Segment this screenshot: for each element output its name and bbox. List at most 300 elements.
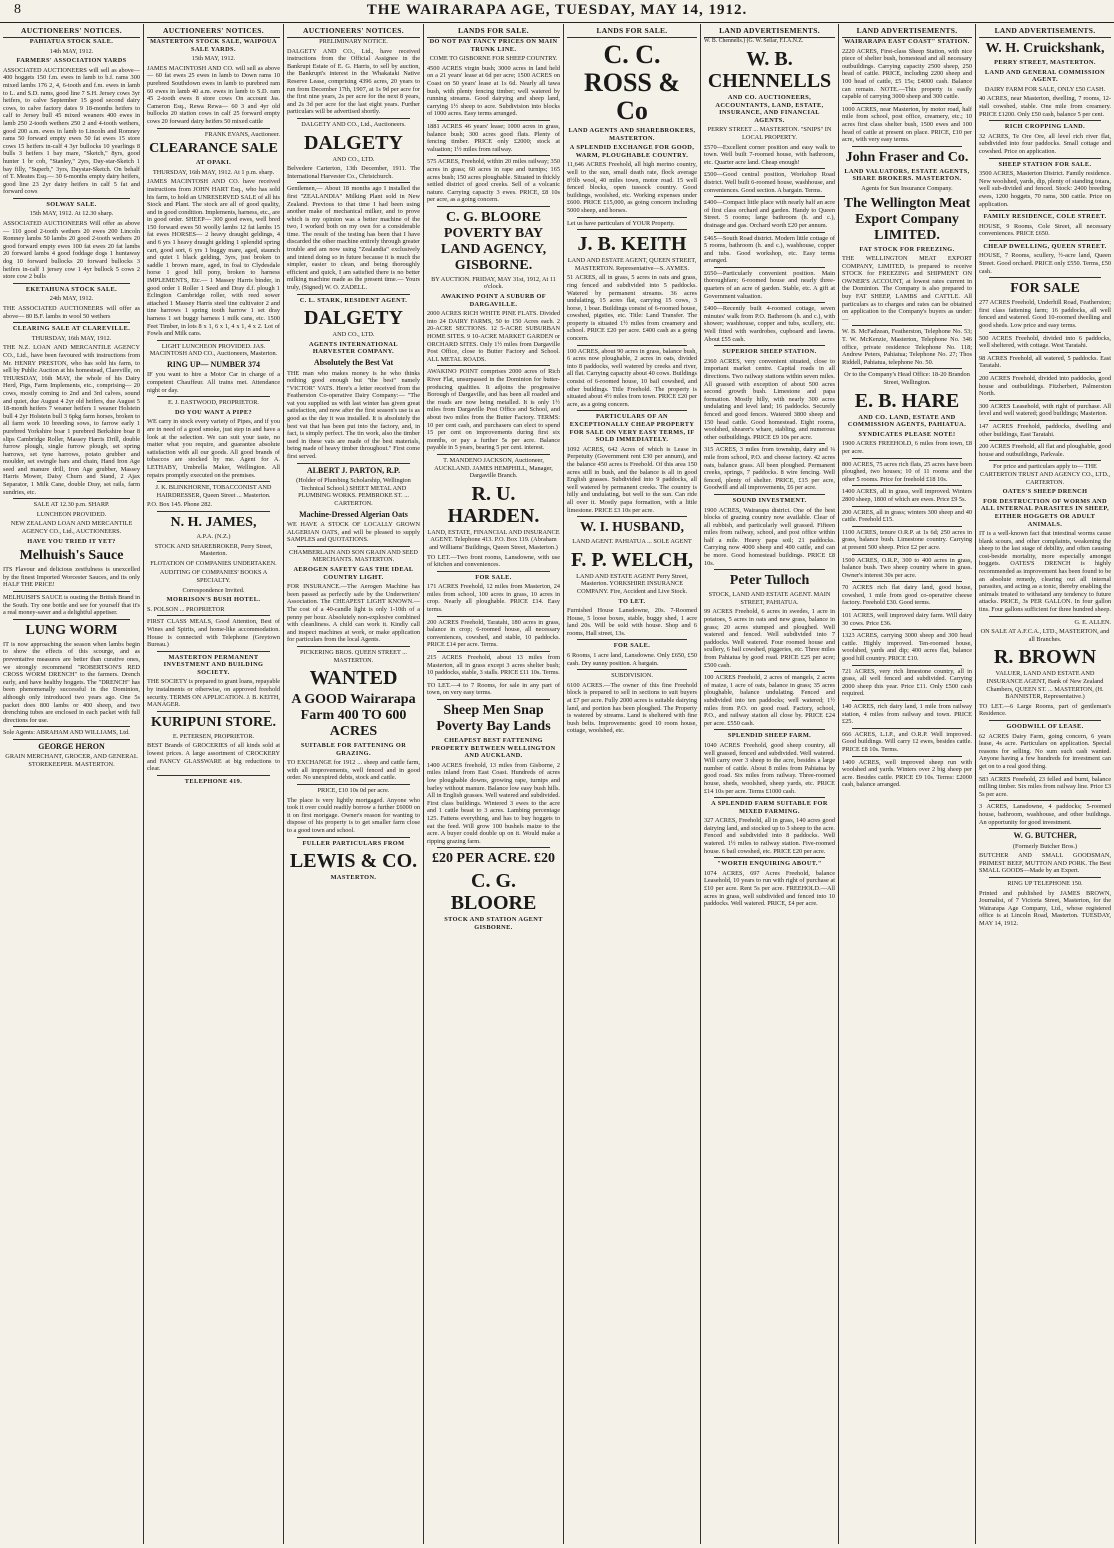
divider [714, 302, 825, 303]
column-header: AUCTIONEERS' NOTICES. [147, 24, 280, 38]
ad-text-8-26: G. E. ALLEN. [1074, 618, 1111, 626]
ad-text-3-10: AND CO., LTD. [332, 331, 375, 339]
ad-text-3-23: A GOOD Wairarapa Farm 400 TO 600 ACRES [291, 692, 416, 740]
divider [989, 720, 1101, 721]
ad-text-4-20: Sheep Men Snap Poverty Bay Lands [436, 703, 551, 734]
ad-text-2-22: Correspondence Invited. [182, 586, 245, 594]
divider [157, 340, 270, 341]
ad-text-2-25: FIRST CLASS MEALS, Good Attention, Best of Wines and Spirits, and home-like accommodation. House is connected with Telephone (Greytown Bureau.) [147, 618, 280, 649]
ad-text-4-2: COME TO GISBORNE FOR SHEEP COUNTRY. [429, 55, 558, 63]
divider [297, 837, 410, 838]
ad-text-7-11: Or to the Company's Head Office: 18-20 Brandon Street, Wellington. [844, 371, 970, 386]
divider [989, 616, 1101, 617]
ad-text-6-1: W. B. Chennells.) (G. W. Sellar, F.I.A.N.Z. [704, 38, 804, 44]
divider [714, 671, 825, 672]
ad-text-6-3: AND CO. AUCTIONEERS, ACCOUNTANTS, LAND, ESTATE, INSURANCE, AND FINANCIAL AGENTS. [715, 94, 824, 124]
divider [989, 120, 1101, 121]
ad-text-4-12: R. U. HARDEN. [447, 482, 540, 527]
ad-text-6-23: 327 ACRES, Freehold, all in grass, 140 acres good dairying land, and stocked up to 3 sheep to the acre. Fenced and subdivided into 8 paddocks. Well watered. 1½ miles to railway station. Five-roomed house. 6 bail cowshed, etc. PRICE £20 per acre. [704, 817, 835, 855]
divider [989, 332, 1101, 333]
ad-text-6-20: SPLENDID SHEEP FARM. [727, 732, 812, 740]
column-2 [143, 24, 283, 1544]
ad-text-8-27: ON SALE AT A.F.C.A., LTD., MASTERTON, and all Branches. [980, 628, 1110, 643]
divider [577, 410, 687, 411]
ad-text-8-10: FAMILY RESIDENCE, COLE STREET. [983, 213, 1107, 221]
divider [989, 800, 1101, 801]
ad-text-5-14: F. P. WELCH, [570, 548, 694, 571]
ad-text-2-17: N. H. JAMES, [170, 514, 257, 530]
divider [13, 739, 130, 740]
ad-text-8-28: R. BROWN [993, 646, 1097, 669]
divider [989, 400, 1101, 401]
ad-text-7-3: 1000 ACRES, near Masterton, by motor road, half mile from school, post office, creamery, etc.; 10 acres first class shelter bush, 1500 ewes and 100 head of cattle at present on place. PRICE, £10 per acre, with very easy terms. [842, 105, 972, 144]
ad-text-1-25: GRAIN MERCHANT, GROCER, AND GENERAL STOREKEEPER. MASTERTON. [5, 753, 138, 768]
divider [297, 294, 410, 295]
divider [437, 616, 550, 617]
column-7 [838, 24, 975, 1544]
ad-text-8-22: For price and particulars apply to— THE CARTERTON TRUST AND AGENCY CO., LTD., CARTERTON. [979, 463, 1111, 486]
ad-text-6-24: "WORTH ENQUIRING ABOUT." [717, 860, 822, 868]
ad-text-3-14: ALBERT J. PARTON, R.P. [306, 465, 401, 475]
ad-text-4-5: 575 ACRES, Freehold, within 20 miles railway; 350 acres in grass; 60 acres in rape and turnips; 165 acres bush; 150 acres ploughable. Situated in thickly settled district of good creeks. Sell of a volcanic nature. Carrying capacity 3 ewes. PRICE, £8 10s per acre, as a going concern. [427, 158, 560, 204]
divider [13, 591, 130, 592]
divider [852, 146, 962, 147]
ad-text-2-21: AUDITING OF COMPANIES' BOOKS A SPECIALTY. [159, 569, 268, 584]
ad-text-6-19: 100 ACRES Freehold, 2 acres of mangels, 2 acres of maize, 1 acre of oats, balance in grass; 35 acres ploughable, balance undulating. Fenced and subdivided into ten paddocks; well watered; 1½ miles from P.O. on good road. Factory, school, P.O., and railway station all close by. PRICE £24 per acre. £550 cash. [704, 674, 835, 727]
divider [577, 516, 687, 517]
ad-text-2-3: JAMES MACINTOSH AND CO. will sell as above— 60 fat ewes 25 ewes in lamb to Down rams 10 purebred Southdown ewes in lamb to purebred ram 60 ewes in lamb 40 a.m. ewes in lamb to S.D. ram 45 2-tooth ewes 8 store cows On account Jas. Cameron Esq., Rewa Rewa— 60 3 and 4yr old bullocks 20 station cows in calf 25 forward empty cows 20 forward dairy heifers 50 mixed cattle [147, 64, 280, 125]
divider [852, 368, 962, 369]
ad-text-5-16: TO LET. [618, 597, 646, 605]
ad-text-4-9: 2000 ACRES RICH WHITE PINE FLATS. Divided into 24 DAIRY FARMS, 50 to 150 Acres each. 2 20-ACRE SECTIONS. 12 5-ACRE SUBURBAN HOME SITES. 9 10-ACRE MARKET GARDEN or ORCHARD SITES. Only 1½ miles from Dargaville Post Office, close to Butter Factory and School. ALL METAL ROADS. [427, 310, 560, 363]
ad-text-8-6: RICH CROPPING LAND. [1004, 123, 1086, 131]
ad-text-7-1: WAIRARAPA EAST COAST" STATION. [844, 38, 970, 45]
ad-text-7-9: THE WELLINGTON MEAT EXPORT COMPANY, LIMITED, is prepared to receive STOCK for FREEZING and SHIPMENT ON OWNER'S ACCOUNT, at lowest rates current in the Dominion. The Company is also prepared to buy FAT SHEEP, LAMBS and CATTLE. All particulars as to charges and rates can be obtained on application to the Company's buyers as under:— [842, 255, 972, 323]
divider [157, 615, 270, 616]
ad-text-7-8: FAT STOCK FOR FREEZING. [859, 245, 955, 253]
ad-text-7-10: W. B. McFadzean, Featherston, Telephone No. 53; T. W. McKenzie, Masterton, Telephone No. 346 office, private residence Telephone No. 118; Andrew Peters, Pahiatua; Telephone No. 27; Thos Riddell, Pahiatua, telephone No. 50. [842, 328, 972, 366]
ad-text-7-24: 721 ACRES, very rich limestone country, all in grass, all well fenced and subdivided. Carrying 2000 sheep this year. Price £11. Only £500 cash required. [842, 667, 972, 698]
ad-text-8-13: HOUSE, 7 Rooms, scullery, ½-acre land, Queen Street. Good orchard. PRICE only £550. Terms, £50 cash. [979, 252, 1111, 275]
ad-text-2-9: LIGHT LUNCHEON PROVIDED. JAS. MACINTOSH AND CO., Auctioneers, Masterton. [149, 342, 278, 358]
page-number: 8 [14, 2, 21, 17]
ad-text-8-18: 200 ACRES Freehold, divided into paddocks, good house and outbuildings. Fitzherbert, Palmerston North. [979, 375, 1111, 398]
divider [989, 440, 1101, 441]
ad-text-4-21: CHEAPEST BEST FATTENING PROPERTY BETWEEN WELLINGTON AND AUCKLAND. [431, 737, 556, 760]
ad-text-1-22: IT is now approaching the season when lambs begin to show the effects of this scourge, and as preventative measures are better than curative ones, we strongly recommend "ROBERTSON'S RED CROSS WORM DRENCH" to the farmers. Drench early, and have healthy hoggets. The "DRENCH" has been phenomenally successful in the Dominion, although only introduced two years ago. One 5s packet does 800 lambs or 400 sheep, and two drenching tubes are enclosed in each packet with full directions for use. [3, 640, 140, 724]
ad-text-3-29: LEWIS & CO. [289, 850, 418, 873]
divider [437, 571, 550, 572]
newspaper-title: THE WAIRARAPA AGE, TUESDAY, MAY 14, 1912. [366, 2, 748, 18]
ad-text-8-9: 3500 ACRES, Masterton District. Family residence. New woolshed, yards, dip, plenty of standing totara, well sub-divided and fenced. Stock: 2400 breeding ewes, 1200 hoggets, 70 rams, 300 cattle. Price on application. [979, 170, 1111, 208]
ad-text-6-18: 99 ACRES Freehold, 6 acres in swedes, 1 acre in potatoes, 5 acres in oats and new grass, balance in grass; 20 acres stumped and ploughed. Well watered and fenced. Well subdivided into 7 paddocks. Well watered. Four roomed house and scullery, 6 bail cowshed, piggeries, etc. Three miles from Pahiatua by good road. PRICE £25 per acre; £500 cash. [704, 608, 835, 669]
ad-text-4-11: T. MANDENO JACKSON, Auctioneer, AUCKLAND. JAMES HEMPHILL, Manager, Dargaville Branch. [434, 456, 553, 480]
ad-text-3-27: The place is very lightly mortgaged. Anyone who took it over could readily borrow a further £6000 on it on first mortgage. Owner's reason for wanting to dispose of his property is to get smaller farm close to a good town and school. [287, 796, 420, 835]
divider [297, 118, 410, 119]
ad-text-3-13: THE man who makes money is he who thinks nothing good enough but "the best" namely "VICTOR" VATS. Here's a letter received from the Featherston Co-operative Dairy Company:— "The vat you supplied us with last winter has given great satisfaction, and now after the first season's use is as good as the day it was installed. It is absolutely the best vat that has been put into the factory, and, in fact, is simply perfect. The tin work, also the timber used in these vats are made of the best materials, being made of heavy timber throughout." First come first served. [287, 369, 420, 461]
divider [157, 775, 270, 776]
divider [157, 481, 270, 482]
divider [157, 128, 270, 129]
ad-text-2-8: JAMES MACINTOSH AND CO. have received instructions from JOHN HART Esq., who has sold his farm, to hold an UNRESERVED SALE of all his Stock and Plant. The stock are all of good quality, and in good condition. Implements, harness, etc., are in good order. SHEEP— 300 good ewes, well bred 150 forward ewes 50 woolly lambs 12 fat lambs 15 fat ewes HORSES— 2 heavy draught geldings, 4 and 6 yrs 1 heavy draught gelding 1 splendid spring cart, good sort, 6 yrs 1 buggy mare, aged, staunch and quiet 1 black gelding, 3yrs, just broken to saddle 1 brown mare, aged, in foal to Clydesdale horse 1 good hill pony, broken to harness IMPLEMENTS, Etc.— 1 Massey Harris binder, in good order 1 Roller 1 Seed and Dray d.f. plough 1 Eclington Cambridge roller, with reed sower attached 1 Massey Harris steel tine cultivator 2 and tine harrows 1 spring tooth harrow 1 set dray harness 1 set buggy harness 1 milk cans, etc. 1500 Feet Timber, in lots 8 x 1, 6 x 1, 4 x 1, 4 x 2. Lot of Fowls and Milk cans. [147, 178, 280, 338]
divider [852, 485, 962, 486]
ad-text-7-19: 1100 ACRES, tenure O.R.P. at 1s 6d; 250 acres in grass, balance bush. Limestone country. Carrying at present 500 sheep. Price £2 per acre. [842, 528, 972, 551]
ad-text-6-25: 1074 ACRES, 697 Acres Freehold, balance Leasehold, 10 years to run with right of purchase at £10 per acre. Rent 5s per acre. FREEHOLD.—All acres in grass, well subdivided and fenced into 10 paddocks. Well watered. PRICE, £4 per acre. [704, 869, 835, 908]
ad-text-1-18: Melhuish's Sauce [19, 548, 124, 564]
ad-text-4-25: STOCK AND STATION AGENT GISBORNE. [444, 916, 543, 931]
ad-text-8-4: DAIRY FARM FOR SALE, ONLY £50 CASH. [984, 85, 1106, 93]
divider [437, 365, 550, 366]
ad-text-8-3: LAND AND GENERAL COMMISSION AGENT. [984, 68, 1106, 84]
column-header: AUCTIONEERS' NOTICES. [3, 24, 140, 38]
divider [297, 463, 410, 464]
ad-text-6-4: PERRY STREET ... MASTERTON. "SNIPS" IN LOCAL PROPERTY. [707, 126, 832, 141]
ad-text-3-6: Belvedere Carterton, 13th December, 1911. The International Harvester Co., Christchurch. [287, 165, 420, 180]
ad-text-7-4: John Fraser and Co. [845, 149, 969, 165]
ad-text-7-7: The Wellington Meat Export Company LIMITED. [843, 195, 971, 243]
divider [437, 454, 550, 455]
ad-text-7-23: 1323 ACRES, carrying 3000 sheep and 300 head cattle. Highly improved. Ten-roomed house, woolshed, yards and dip; 400 acres flat, balance good hill country. PRICE £10. [842, 632, 972, 663]
ad-text-7-2: 2220 ACRES, First-class Sheep Station, with nice piece of shelter bush, homestead and all necessary outbuildings. Carrying capacity 2500 sheep, 250 head of cattle. PRICE, including 2200 sheep and 100 head of cattle, £5 15s; £4000 cash. Balance can remain. NOTE.—This property is easily capable of carrying 3000 sheep and 300 cattle. [842, 47, 972, 101]
ad-text-8-12: CHEAP DWELLING, QUEEN STREET. [983, 242, 1107, 250]
column-6 [700, 24, 838, 1544]
ad-text-3-25: TO EXCHANGE for 1912 ... sheep and cattle farm, with all improvements, well fenced and in good order. No unexpired debts, stock and cattle. [287, 759, 420, 782]
ad-text-6-22: A SPLENDID FARM SUITABLE FOR MIXED FARMING. [711, 800, 828, 815]
divider [989, 773, 1101, 774]
divider [13, 283, 130, 284]
ad-text-8-23: OATES'S SHEEP DRENCH [1002, 488, 1088, 496]
ad-text-4-22: 1400 ACRES freehold, 13 miles from Gisborne, 2 miles inland from East Coast. Hundreds of acres low ploughable downs, growing rape, turnips and barley without manure. Balance low easy bush hills. All in English grasses. Well watered and subdivided. First class buildings. Wintered 3 ewes to the acre and 1 cattle beast to 3 acres. Lambing percentage 125. Fattens everything, and has to buy hoggets to eat the feed. Will grow 100 bushels maize to the acre. A buyer could double up on it. Would make a ripping grazing farm. [427, 761, 560, 845]
divider [714, 196, 825, 197]
ad-text-7-15: 1900 ACRES FREEHOLD, 6 miles from town, £8 per acre. [842, 440, 972, 455]
ad-text-2-27: THE SOCIETY is prepared to grant loans, repayable by instalments or otherwise, on approved freehold security. TERMS ON APPLICATION. J. B. KEITH, MANAGER. [147, 678, 281, 709]
ad-text-4-16: 171 ACRES Freehold, 12 miles from Masterton, 24 miles from school, 100 acres in grass, 10 acres in crop. Nearly all ploughable. PRICE £14. Easy terms. [427, 583, 560, 614]
ad-text-2-19: STOCK AND SHAREBROKER, Perry Street, Masterton. [154, 542, 273, 558]
divider [852, 103, 962, 104]
divider [852, 756, 962, 757]
ad-text-7-6: Agents for Sun Insurance Company. [861, 184, 953, 192]
divider [989, 210, 1101, 211]
ad-text-3-8: C. L. STARK, RESIDENT AGENT. [299, 296, 408, 304]
divider [852, 325, 962, 326]
ad-text-6-11: SUPERIOR SHEEP STATION. [722, 348, 817, 356]
ad-text-6-7: £400—Compact little place with nearly half an acre of first class orchard and garden. Handy to Queen Street. 5 rooms; large bathroom (h. and c.), drainage and gas. Orchard worth £20 per annum. [704, 199, 835, 229]
ad-text-4-10: AWAKINO POINT comprises 2000 acres of Rich River Flat, unsurpassed in the Dominion for butter-producing qualities. It adjoins the progressive Borough of Dargaville, and has been all roaded and the roads are now being metalled. It is only 1½ miles from Dargaville Post Office and School, and about two miles from the Butter Factory. TERMS: 10 per cent cash, and purchasers can elect to spend 15 per cent on improvements during first six months, or pay a further 5s per acre. Balance payable in 5 years, bearing 5 per cent. interest. [427, 368, 560, 452]
ad-text-6-10: £400—Recently built 4-roomed cottage, seven minutes' walk from P.O. Bathroom (h. and c.), with shower; washhouse, copper and tubs, scullery, etc. Well fitted with wardrobes, cupboard and lawns. About £55 cash. [704, 305, 835, 343]
divider [852, 581, 962, 582]
ad-text-2-31: TELEPHONE 419. [184, 777, 243, 785]
ad-text-1-8: EKETAHUNA STOCK SALE. [25, 285, 118, 293]
ad-text-6-12: 2360 ACRES, very convenient situated, close to important market centre. Capital roads in all directions. Two railway stations within seven miles. All grassed with exception of about 500 acres second growth bush. Limestone and papa formation. Mostly hilly, with nearly 300 acres undulating and level land; 16 paddocks. Securely fenced and good fences. Watered 3800 sheep and 150 head cattle. Good homestead. Eight rooms, woolshed, shearer's whare, stabling, and numerous other outbuildings. PRICE £9 10s per acre. [704, 357, 835, 441]
ad-text-7-13: AND CO. LAND, ESTATE AND COMMISSION AGENTS, PAHIATUA. [847, 413, 967, 429]
divider [577, 229, 687, 230]
ad-text-1-7: ASSOCIATED AUCTIONEERS Will offer as above— 110 good 2-tooth wethers 20 ewes 200 Lincoln Romney lambs 50 lambs 20 good 2-tooth wethers 20 good forward empty ewes 100 fat ewes 20 fat lambs 20 forward lambs 4 good foddage dogs 1 huntaway dog 10 forward bullocks 20 forward bullocks 3 heifers in-calf 1 jersey cow 1 4yr bullock 5 cows 2 store cow 2 bulls [3, 220, 140, 281]
divider [157, 711, 270, 712]
ad-text-2-23: MORRISON'S BUSH HOTEL. [166, 596, 261, 604]
ad-text-7-16: 800 ACRES, 75 acres rich flats, 25 acres have been ploughed, two houses; 10 of 11 rooms and the other 5 rooms. Price for freehold £18 10s. [842, 460, 972, 483]
ad-text-8-15: 277 ACRES Freehold, Underhill Road, Featherston; first class fattening farm; 16 paddocks, all well fenced and watered. Good 10-roomed dwelling and good sheds. Low price and easy terms. [979, 299, 1111, 330]
ad-text-5-18: FOR SALE. [613, 642, 651, 650]
ad-text-7-12: E. B. HARE [854, 389, 960, 412]
ad-text-7-20: 1500 ACRES, O.R.P., 300 to 400 acres in grass, balance bush. Two sheep country where in grass. Owner's interest 30s per acre. [842, 556, 972, 579]
ad-text-5-3: A SPLENDID EXCHANGE FOR GOOD, WARM, PLOUGHABLE COUNTRY. [569, 144, 695, 159]
ad-text-2-18: A.P.A. (N.Z.) [196, 532, 231, 540]
divider [297, 784, 410, 785]
ad-text-4-24: C. G. BLOORE [450, 870, 537, 915]
ad-text-8-24: FOR DESTRUCTION OF WORMS AND ALL INTERNAL PARASITES IN SHEEP, EITHER HOGGETS OR ADULT ANIMALS. [980, 497, 1110, 528]
ad-text-6-15: 1900 ACRES, Wairarapa district. One of the best blocks of grazing country now available. Clear of all rubbish, and particularly well grassed. Fifteen miles from railway, school, and post office within half a mile. Heavy papa soil; 21 paddocks. Carrying now 4000 sheep and 400 cattle, and can be more. Good homestead buildings. PRICE £8 10s. [704, 506, 835, 567]
ad-text-4-18: 215 ACRES Freehold, about 13 miles from Masterton, all in grass except 3 acres shelter bush; 10 paddocks, stable, 3 stalls. PRICE £11 10s. Terms. [427, 654, 560, 677]
ad-text-5-7: LAND AND ESTATE AGENT, QUEEN STREET, MASTERTON. Representative—S. AYMES. [567, 257, 697, 272]
column-4 [423, 24, 563, 1544]
column-5 [563, 24, 700, 1544]
ad-text-8-25: IT is a well-known fact that intestinal worms cause blank scours, and other complaints, weakening the sheep to the last stage of debility, and often causing cost-beside mortality, more especially amongst hoggets. OATES'S DRENCH is highly recommended as improvement has been found to be an absolute remedy, clearing out all internal parasites, and acting as a tonic, thereby enabling the animals treated to withstand any tendency to future attacks. PRICE, 3s PER GALLON. In four gallon tins. Four gallons sufficient for three hundred sheep. [979, 530, 1111, 614]
ad-text-3-19: AEROGEN SAFETY GAS THE IDEAL COUNTRY LIGHT. [293, 565, 414, 581]
ad-text-6-8: £465—South Road district. Modern little cottage of 5 rooms, bathroom (h. and c.), washhouse, copper and tubs. Good workshop, etc. Easy terms arranged. [704, 234, 835, 265]
ad-text-2-10: RING UP— NUMBER 374 [166, 359, 261, 369]
ad-text-2-4: FRANK EVANS, Auctioneer. [204, 130, 280, 138]
ad-text-6-21: 1040 ACRES Freehold, good sheep country, all well grassed, fenced and subdivided. Well watered. Will carry over 3 sheep to the acre, besides a large number of cattle. About 8 miles from Pahiatua by good road. Six miles from railway. Three-roomed house, sheds, woolshed, sheep yards, etc. PRICE £14 10s per acre. Terms £1000 cash. [704, 741, 835, 795]
ad-text-8-30: TO LET.—6 Large Rooms, part of gentleman's Residence. [979, 702, 1111, 718]
divider [714, 729, 825, 730]
divider [714, 443, 825, 444]
ad-text-3-28: FULLER PARTICULARS FROM [302, 839, 405, 847]
ad-text-8-32: 62 ACRES Dairy Farm, going concern, 6 years lease, 4s acre. Particulars on application. Special reasons for selling. No sum such cash wanted. Anyone having a few hundreds for investment can get on to a real good thing. [979, 732, 1111, 770]
divider [852, 526, 962, 527]
column-8 [975, 24, 1114, 1544]
ad-text-1-14: SALE AT 12.30 p.m. SHARP. [33, 501, 110, 509]
divider [852, 458, 962, 459]
ad-text-1-11: CLEARING SALE AT CLAREVILLE. [12, 325, 131, 333]
ad-text-7-18: 200 ACRES, all in grass; winters 300 sheep and 40 cattle. Freehold £15. [842, 508, 972, 524]
ad-text-1-2: 14th MAY, 1912. [49, 47, 94, 55]
ad-text-3-7: Gentlemen,— About 18 months ago I installed the first "ZEALANDIA" Milking Plant sold in New Zealand. Previous to that time I had been using another make of mechanical milker, and to prove which is my opinion was a better machine of the two, I worked both on my own for a considerable time. The result of the testing has been that I have discarded the other machine entirely through greater trouble and am now using "Zealandia" exclusively and intend doing so in future because it is much the simpler, easier to clean, and being thoroughly efficient and quick, I am satisfied there is no better milking machine made as the present time.— Yours truly, (Signed) W. O. ZADELL. [287, 185, 420, 292]
ad-text-5-8: 51 ACRES, all in grass, 5 acres in oats and grass, ring fenced and subdivided into 5 paddocks. Watered by permanent streams. 36 acres undulating, 15 acres flat, carrying 15 cows, 3 horse, 1 boar. Buildings consist of 6-roomed house, cowshed, pigsties, etc. Title: Land Transfer. The property is situated 1½ miles from creamery and school. PRICE £20 per acre. £400 cash as a going concern. [567, 274, 697, 343]
column-header: LAND ADVERTISEMENTS. [979, 24, 1111, 38]
ad-text-1-1: PAHIATUA STOCK SALE. [29, 38, 114, 45]
divider [852, 629, 962, 630]
ad-text-1-4: ASSOCIATED AUCTIONEERS will sell as above— 400 hoggets 150 f.m. ewes in lamb to b.f. rams 300 mixed lambs 176 2, 4, 6-tooth and f.m. ewes in lamb to L. and S.D. rams, good line 7 S.H. Jersey cows 3yr heifers, to calve September 15 good second dairy cows, to calve factory dates 9 18-months heifers to calf to Jersey bull 45 mixed weaners 400 ewes in lamb 250 2-tooth wethers 250 2 and 4-tooth wethers, good 200 a.m. ewes in lamb to Lincoln and Romney rams 50 forward empty ewes 50 fat ewes 15 store cows 15 heifers in-calf 4 3yr bullocks 10 yearlings 8 bulls 3 heifers 1 bay mare, "Sketch," 8yrs, good hunter 1 br cob, "Stanley," 2yrs, Day-star-Sketch 1 bay filly, "Superb," 3yrs, Daystar-Sketch. On behalf of T. Meates Esq.— 30 6-months empty dairy heifers, good line 23 2yr dairy heifers in calf 5 fat and forward cows [3, 66, 140, 196]
ad-text-3-2: DALGETY AND CO., Ltd., have received instructions from the Official Assignee in the Bankrupt Estate of E. G. Harris, to sell by auction, the Bankrupt's interest in the Whakataki Native Reserve Lease, comprising 4396 acres, 20 years to run from December 17th, 1907, at 1s 9d per acre for the first nine years, 2s per acre for the next 8 years, and 2s 3d per acre for the last eight years. Further particulars will be advertised shortly. [287, 47, 420, 116]
divider [989, 240, 1101, 241]
ad-text-4-15: FOR SALE. [475, 573, 512, 581]
ad-text-2-28: KURIPUNI STORE. [151, 714, 276, 730]
column-header: LAND ADVERTISEMENTS. [842, 24, 972, 38]
ad-text-7-21: 70 ACRES rich flat dairy land, good house, cowshed, 1 mile from good co-operative cheese factory. Freehold £30. Good terms. [842, 584, 972, 607]
ad-text-3-24: SUITABLE FOR FATTENING OR GRAZING. [300, 742, 407, 757]
ad-text-4-13: LAND, ESTATE, FINANCIAL AND INSURANCE AGENT. Telephone 413. P.O. Box 119. (Abraham and Williams' Buildings, Queen Street, Masterton.) [427, 528, 560, 551]
ad-text-3-15: (Holder of Plumbing Scholarship, Wellington Technical School.) SHEET METAL AND PLUMBING WORKS. PEMBROKE ST. ... CARTERTON. [296, 477, 411, 507]
ad-text-4-23: £20 PER ACRE. £20 [432, 851, 555, 867]
divider [437, 155, 550, 156]
ad-text-8-34: 3 ACRES, Lansdowne, 4 paddocks; 5-roomed house, bathroom, washhouse, and other buildings. An opportunity for good investment. [979, 803, 1111, 826]
ad-text-8-31: GOODWILL OF LEASE. [1006, 722, 1084, 730]
divider [989, 372, 1101, 373]
ad-text-4-3: 4500 ACRES virgin bush; 3000 acres in land held on a 21 years' lease at 6d per acre; 1500 ACRES on Coast on 50 years' lease at 1s 6d. Nearly all tawa bush, with plenty fencing timber; well watered by running streams. Good dairying and sheep land, carrying 1½ sheep to acre. Subdivision into blocks of 1000 acres. Easy terms arranged. [427, 64, 560, 118]
divider [437, 699, 550, 700]
ad-text-5-19: 6 Rooms, 1 acre land, Lansdowne. Only £650, £50 cash. Dry sunny position. A bargain. [567, 652, 697, 667]
ad-text-8-39: Printed and published by JAMES BROWN, Journalist, of 7 Victoria Street, Masterton, for the Wairarapa Age Company, Ltd., whose registered office is at Lincoln Road, Masterton. TUESDAY, MAY 14, 1912. [979, 889, 1111, 927]
divider [852, 609, 962, 610]
ad-text-5-9: 100 ACRES, about 90 acres in grass, balance bush, 6 acres now ploughable, 2 acres in oats, divided into 8 paddocks, well watered by creeks and river, all flat. Carrying capacity about 40 cows. Buildings consist of 6-roomed house, 10 bail cowshed, and other buildings. Title Freehold. The property is situated about 4½ miles from town. PRICE £20 per acre, as a going concern. [567, 347, 697, 408]
ad-text-8-35: W. G. BUTCHER, [1013, 831, 1077, 841]
ad-text-1-24: GEORGE HERON [38, 741, 105, 751]
ad-text-4-1: DO NOT PAY FANCY PRICES ON MAIN TRUNK LINE. [429, 38, 558, 53]
ad-text-5-2: LAND AGENTS AND SHAREBROKERS, MASTERTON. [568, 127, 696, 142]
divider [714, 494, 825, 495]
divider [157, 396, 270, 397]
ad-text-1-20: MELHUISH'S SAUCE is ousting the British Brand in the South. Try one bottle and see for yourself that it's a real money-saver and a delightful appetiser. [3, 594, 140, 617]
ad-text-3-22: WANTED [309, 667, 398, 690]
ad-text-8-11: HOUSE, 9 Rooms, Cole Street, all necessary conveniences. PRICE £650. [979, 222, 1111, 238]
ad-text-2-14: WE carry in stock every variety of Pipes, and if you are in need of a good smoke, just step in and have a look at the selection. We can suit your taste, no matter what you require, and guarantee absolute satisfaction with all our goods. All good brands of tobaccos are stocked by me. Agent for A. LETHABY, Umbrella Maker, Wellington. All repairs promptly executed on the premises. [147, 418, 280, 479]
ad-text-3-20: FOR INSURANCE.—The Aerogen Machine has been passed as perfectly safe by the Underwriters' Association. The CHEAPEST LIGHT KNOWN.—The cost of a 40-candle light is only 1-10th of a penny per hour. Absolutely non-explosive combined with cleanliness. A child can work it. Kindly call and inspect machines at work, or make application for particulars from the local Agents. [287, 583, 420, 644]
ad-text-8-29: VALUER, LAND AND ESTATE AND INSURANCE AGENT, Bank of New Zealand Chambers, QUEEN ST. ... MASTERTON, (H. BANNISTER, Representative.) [986, 670, 1104, 701]
divider [989, 277, 1101, 278]
column-header: LAND ADVERTISEMENTS. [704, 24, 835, 38]
ad-text-2-24: S. POLSON ... PROPRIETOR [147, 605, 225, 613]
ad-text-3-18: CHAMBERLAIN AND SON GRAIN AND SEED MERCHANTS. MASTERTON. [289, 548, 418, 564]
ad-text-3-12: Absolutely the Best Vat [313, 358, 394, 367]
ad-text-5-12: W. I. HUSBAND, [579, 520, 685, 536]
divider [437, 651, 550, 652]
ad-text-4-6: C. G. BLOORE POVERTY BAY LAND AGENCY, GISBORNE. [440, 209, 547, 273]
ad-text-6-16: Peter Tulloch [729, 573, 810, 589]
ad-text-5-1: C. C. ROSS & Co [583, 40, 681, 125]
divider [714, 168, 825, 169]
ad-text-8-5: 40 ACRES, near Masterton, dwelling, 7 rooms, 12-stall cowshed, stable. One mile from creamery. PRICE £1200. Only £50 cash, balance 5 per cent. [979, 95, 1111, 118]
ad-text-2-1: MASTERTON STOCK SALE, WAIPOUA SALE YARDS. [150, 38, 277, 53]
ad-text-2-5: CLEARANCE SALE [149, 141, 278, 157]
ad-text-2-30: BEST Brands of GROCERIES of all kinds sold at lowest prices. A large assortment of CROCKERY and FANCY GLASSWARE at big reductions to clear. [147, 742, 280, 773]
divider [714, 267, 825, 268]
ad-text-1-15: LUNCHEON PROVIDED. [36, 510, 107, 518]
divider [13, 619, 130, 620]
ad-text-8-38: RING UP TELEPHONE 150. [1007, 879, 1083, 887]
ad-text-7-14: SYNDICATES PLEASE NOTE! [858, 430, 956, 438]
ad-text-2-26: MASTERTON PERMANENT INVESTMENT AND BUILDING SOCIETY. [163, 653, 264, 676]
ad-text-6-13: 315 ACRES, 3 miles from township, dairy and ¼ mile from school, P.O. and cheese factory. 42 acres oats, balance grass. All been ploughed. Permanent creeks, springs, 7 paddocks. 8 wire fencing. Well fenced, plenty of shelter. PRICE, £15 per acre, Goodwill and all improvements, £6 per acre. [704, 446, 835, 492]
ad-text-8-16: 500 ACRES Freehold, divided into 6 paddocks, well sheltered, with cottage. West Taratahi. [979, 334, 1111, 350]
ad-text-5-21: 6100 ACRES.—The owner of this fine Freehold block is prepared to sell in sections to suit buyers at £7 per acre. Fully 2000 acres is suitable dairying land, and portion has been ploughed. The Property is watered by streams. Land is sheltered with fine bush belts. Improvements: good 10 room house, cottage, woolshed, etc. [567, 681, 697, 735]
ad-text-2-7: THURSDAY, 16th MAY, 1912. At 1 p.m. sharp. [152, 168, 275, 176]
divider [13, 322, 130, 323]
ad-text-5-5: Let us have particulars of YOUR Property. [567, 219, 675, 227]
ad-text-5-10: PARTICULARS OF AN EXCEPTIONALLY CHEAP PROPERTY FOR SALE ON VERY EASY TERMS, IF SOLD IMMEDIATELY. [569, 413, 695, 444]
ad-text-3-11: AGENTS INTERNATIONAL HARVESTER COMPANY. [309, 340, 398, 356]
column-header: LANDS FOR SALE. [567, 24, 697, 38]
divider [157, 511, 270, 512]
divider [714, 569, 825, 570]
divider [714, 857, 825, 858]
ad-text-6-17: STOCK, LAND AND ESTATE AGENT. MAIN STREET, PAHIATUA. [708, 591, 831, 606]
ad-text-2-12: E. J. EASTWOOD, PROPRIETOR. [167, 399, 260, 407]
divider [989, 828, 1101, 829]
ad-text-4-4: 1881 ACRES 46 years' lease; 1000 acres in grass, balance bush; 300 acres good flats. Plenty of fencing timber. PRICE only £2000; stock at valuation; 1½ miles from railway. [427, 122, 560, 153]
ad-text-5-11: 1092 ACRES, 642 Acres of which is Lease in Perpetuity (Government rent £30 per annum), and the balance 450 acres is Freehold. Of this area 150 acres still in bush, and the balance is all in good English grasses. Subdivided into 9 paddocks, all well watered by permanent creeks. The country is hilly and undulating, but well to the sun. Can ride all over it. Mostly papa formation, with a little limestone. PRICE £3 10s per acre. [567, 445, 697, 514]
ad-text-1-3: FARMERS' ASSOCIATION YARDS [16, 57, 127, 65]
divider [297, 646, 410, 647]
divider [157, 651, 270, 652]
ad-text-7-25: 140 ACRES, rich dairy land, 1 mile from railway station, 4 miles from railway and town. PRICE £25. [842, 703, 972, 726]
divider [297, 182, 410, 183]
ad-text-2-16: P.O. Box 145. Phone 282. [147, 501, 213, 509]
ad-text-5-20: SUBDIVISION. [611, 672, 653, 680]
ad-text-8-14: FOR SALE [1010, 281, 1080, 297]
ad-text-1-5: SOLWAY SALE. [46, 200, 97, 208]
ad-text-6-5: £570—Excellent corner position and easy walk to town. Well built 7-roomed house, with bathroom, etc. Quarter acre land. Cheap enough! [704, 143, 835, 166]
ad-text-1-13: THE N.Z. LOAN AND MERCANTILE AGENCY CO., Ltd., have been favoured with instructions from Mr. HENRY PRESTON, who has sold his farm, to sell by Public Auction at his homestead, Clareville, on THURSDAY, 16th MAY, the whole of his Dairy Herd, Pigs, Farm Implements, etc., comprising— 20 cows, mostly coming to 2nd and 3rd calves, sound and quiet, due August 4 2yr old heifers, due August 5 18-month heifers 7 weaner heifers 1 weaner Holstein bull 4 2yr Holstein bull 3 6pkg farm horses, broken to all farm work 10 breeding sows, to farrow early 1 purebred Yorkshire boar 1 purebred Berkshire boar 8 slips Cambridge Roller, Massey Harris Drill, double furrow plough, single furrow plough, set spring harrows, set tyne harrows, potato grubber and moulder, set swingle bars and chain, Hand Iron Age seed and manure drill, Iron Age grubber, Massey Harris Mower, Daisy Churn and Stand, 2 Ajax Separator, 1 Milk Cane, double Dray, set rails, farm sundries, etc. [3, 344, 140, 496]
ad-text-3-30: MASTERTON. [330, 874, 377, 882]
ad-text-5-17: Furnished House Lansdowne, 20s. 7-Roomed House, 5 loose boxes, stable, buggy shed, 1 acre land 20s. Will be sold with house. Shop and 6 rooms, Hall street, 13s. [567, 607, 697, 637]
divider [437, 847, 550, 848]
ad-text-6-9: £650—Particularly convenient position. Main thoroughfare; 6-roomed house and nearly three-quarters of an acre of garden. Stable, etc. A gift at Government valuation. [704, 269, 835, 300]
divider [852, 554, 962, 555]
divider [989, 420, 1101, 421]
ad-text-3-3: DALGETY AND CO., Ltd., Auctioneers. [301, 120, 406, 128]
ad-text-8-17: 98 ACRES Freehold, all watered, 5 paddocks. East Taratahi. [979, 354, 1111, 370]
ad-text-7-26: 666 ACRES, L.I.P., and O.R.P. Well improved. Good buildings. Will carry 12 ewes, besides cattle. PRICE £8 10s. Terms. [842, 730, 972, 753]
ad-text-7-22: 101 ACRES, well improved dairy farm. Will dairy 30 cows. Price £36. [842, 612, 972, 627]
ad-text-4-7: BY AUCTION. FRIDAY, MAY 31st, 1912, At 11 o'clock. [431, 275, 556, 291]
ad-text-7-17: 1400 ACRES, all in grass, well improved. Winters 2800 sheep, 1800 of which are ewes. Price £9 5s. [842, 488, 972, 503]
divider [437, 679, 550, 680]
divider [714, 345, 825, 346]
divider [577, 669, 687, 670]
divider [13, 498, 130, 499]
divider [852, 728, 962, 729]
divider [852, 506, 962, 507]
ad-text-4-19: TO LET.—4 to 7 Rooms, for sale in any part of town, on very easy terms. [427, 681, 560, 697]
ad-text-5-6: J. B. KEITH [577, 233, 687, 256]
ad-text-3-5: AND CO., LTD. [332, 155, 375, 163]
divider [989, 877, 1101, 878]
divider [577, 217, 687, 218]
ad-text-8-21: 200 ACRES Freehold, all flat and ploughable, good house and outbuildings, Parkvale. [979, 443, 1111, 458]
ad-text-1-17: HAVE YOU TRIED IT YET? [27, 537, 116, 545]
ad-text-7-27: 1400 ACRES, well improved sheep run with woolshed and yards. Winters over 2 big sheep per acre. Besides cattle. PRICE £9 10s. Terms: £2000 cash, balance arranged. [842, 758, 972, 789]
ad-text-8-19: 300 ACRES Leasehold, with right of purchase. All level and well watered; good buildings; Masterton. [979, 402, 1111, 418]
divider [714, 797, 825, 798]
ad-text-4-8: AWAKINO POINT A SUBURB OF DARGAVILLE. [440, 293, 547, 308]
ad-text-2-2: 15th MAY, 1912. [191, 55, 236, 63]
divider [13, 198, 130, 199]
divider [297, 546, 410, 547]
ad-text-2-20: FLOTATION OF COMPANIES UNDERTAKEN. [150, 559, 277, 567]
ad-text-8-33: 583 ACRES Freehold, 23 felled and burnt, balance milling timber. Six miles from railway line. Price £3 5s per acre. [979, 775, 1111, 798]
ad-text-3-1: PRELIMINARY NOTICE. [319, 38, 388, 45]
ad-text-7-5: LAND VALUATORS, ESTATE AGENTS, SHARE BROKERS. MASTERTON. [844, 167, 970, 183]
ad-text-3-26: PRICE, £10 10s 0d per acre. [317, 787, 390, 795]
ad-text-1-23: Sole Agents: ABRAHAM AND WILLIAMS, Ltd. [3, 729, 130, 737]
divider [989, 352, 1101, 353]
divider [852, 665, 962, 666]
ad-text-6-6: £500—Good central position, Workshop Road district. Well built 6-roomed house, washhouse, and conveniences. Good section. A bargain. Terms. [704, 171, 835, 194]
column-1 [0, 24, 143, 1544]
ad-text-2-11: IF you want to hire a Motor Car in charge of a competent Chauffeur. All trains met. Attendance night or day. [147, 371, 280, 394]
divider [577, 639, 687, 640]
ad-text-1-9: 24th MAY, 1912. [49, 295, 94, 303]
ad-text-2-29: E. PETERSEN, PROPRIETOR. [172, 732, 255, 740]
column-header: AUCTIONEERS' NOTICES. [287, 24, 420, 38]
divider [989, 158, 1101, 159]
ad-text-1-21: LUNG WORM [25, 622, 118, 638]
ad-text-1-19: ITS Flavour and delicious zestfulness is unexcelled by the finest Imported Worcester Sauces, and its only HALF THE PRICE! [3, 566, 140, 589]
ad-text-8-37: BUTCHER AND SMALL GOODSMAN, PRIMEST BEEF, MUTTON AND PORK. The Best SMALL GOODS—Made by an Expert. [979, 852, 1111, 875]
divider [714, 232, 825, 233]
ad-text-8-20: 147 ACRES Freehold, paddocks, dwelling and other buildings, East Taratahi. [979, 422, 1111, 438]
ad-text-8-1: W. H. Cruickshank, [985, 41, 1105, 56]
